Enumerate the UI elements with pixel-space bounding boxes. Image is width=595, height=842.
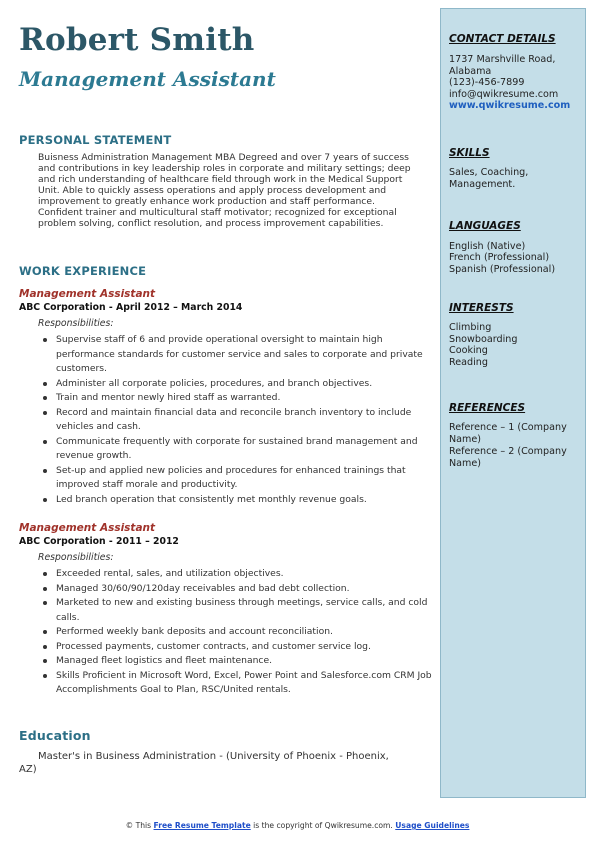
languages-heading: LANGUAGES (449, 220, 521, 232)
job-1-company: ABC Corporation - April 2012 – March 2014 (19, 302, 243, 313)
education-heading: Education (19, 728, 91, 743)
work-experience-heading: WORK EXPERIENCE (19, 264, 147, 278)
list-item: Skills Proficient in Microsoft Word, Excel, Power Point and Salesforce.com CRM Job Accomplishments Goal to Plan, RSC/United rentals. (56, 669, 438, 698)
list-item: Managed fleet logistics and fleet maintenance. (56, 654, 438, 669)
interest-item: Climbing (449, 322, 492, 333)
list-item: Processed payments, customer contracts, and customer service log. (56, 640, 438, 655)
contact-heading: CONTACT DETAILS (449, 33, 556, 45)
contact-address: 1737 Marshville Road, Alabama (449, 54, 556, 77)
list-item: Marketed to new and existing business through meetings, service calls, and cold calls. (56, 596, 438, 625)
list-item: Managed 30/60/90/120day receivables and bad debt collection. (56, 582, 438, 597)
interest-item: Snowboarding (449, 334, 518, 345)
list-item: Record and maintain financial data and reconcile branch inventory to include vehicles and cash. (56, 406, 438, 435)
list-item: Administer all corporate policies, procedures, and branch objectives. (56, 377, 438, 392)
list-item: Set-up and applied new policies and procedures for enhanced trainings that improved staff morale and productivity. (56, 464, 438, 493)
references-heading: REFERENCES (449, 402, 526, 414)
skills-heading: SKILLS (449, 147, 490, 159)
personal-statement-heading: PERSONAL STATEMENT (19, 133, 172, 147)
interests-heading: INTERESTS (449, 302, 514, 314)
language-item: French (Professional) (449, 252, 550, 263)
job-2-company: ABC Corporation - 2011 – 2012 (19, 536, 179, 547)
usage-guidelines-link[interactable]: Usage Guidelines (395, 821, 470, 830)
language-item: Spanish (Professional) (449, 264, 556, 275)
contact-email[interactable]: info@qwikresume.com (449, 89, 559, 100)
list-item: Exceeded rental, sales, and utilization objectives. (56, 567, 438, 582)
interest-item: Cooking (449, 345, 488, 356)
reference-item: Reference – 2 (Company Name) (449, 446, 567, 469)
candidate-title: Management Assistant (19, 67, 276, 91)
contact-website-link[interactable]: www.qwikresume.com (449, 100, 571, 111)
list-item: Communicate frequently with corporate for sustained brand management and revenue growth. (56, 435, 438, 464)
reference-item: Reference – 1 (Company Name) (449, 422, 567, 445)
job-1-bullet-list (38, 333, 438, 507)
job-1-responsibilities-label: Responsibilities: (38, 318, 114, 329)
interest-item: Reading (449, 357, 488, 368)
footer-middle: is the copyright of Qwikresume.com. (253, 821, 393, 830)
job-2-bullet-list (38, 567, 438, 698)
candidate-name: Robert Smith (19, 22, 255, 58)
education-text: Master's in Business Administration - (University of Phoenix - Phoenix, AZ) (19, 751, 389, 775)
list-item: Train and mentor newly hired staff as warranted. (56, 391, 438, 406)
language-item: English (Native) (449, 241, 526, 252)
list-item: Led branch operation that consistently met monthly revenue goals. (56, 493, 438, 508)
job-2-responsibilities-label: Responsibilities: (38, 552, 114, 563)
personal-statement-text: Buisness Administration Management MBA Degreed and over 7 years of success and contributions in key leadership roles in corporate and military settings; deep and rich understanding of healthcare field through work in the Medical Support Unit. Able to quickly assess operations and apply process development and improvement to greatly enhance work production and staff performance. Confident trainer and multicultural staff motivator; recognized for exceptional problem solving, conflict resolution, and process improvement capabilities. (38, 152, 411, 229)
free-resume-template-link[interactable]: Free Resume Template (153, 821, 251, 830)
skills-text: Sales, Coaching, Management. (449, 167, 529, 190)
job-2-role: Management Assistant (19, 522, 156, 534)
list-item: Performed weekly bank deposits and account reconciliation. (56, 625, 438, 640)
contact-phone: (123)-456-7899 (449, 77, 525, 88)
footer (0, 821, 595, 830)
job-1-role: Management Assistant (19, 288, 156, 300)
list-item: Supervise staff of 6 and provide operational oversight to maintain high performance standards for customer service and sales to corporate and private customers. (56, 333, 438, 377)
footer-prefix: © This (125, 821, 152, 830)
